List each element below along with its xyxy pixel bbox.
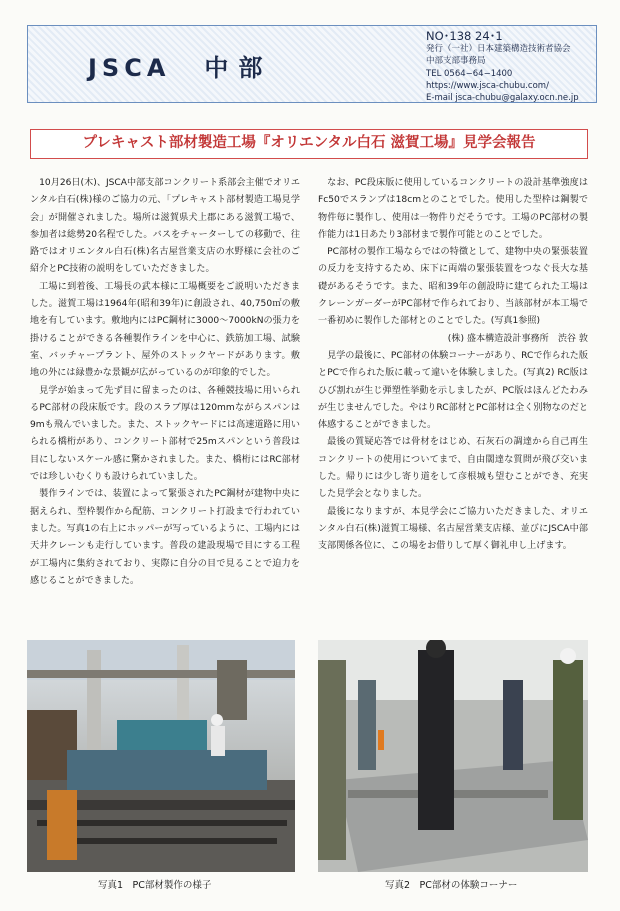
- article-title: プレキャスト部材製造工場『オリエンタル白石 滋賀工場』見学会報告: [30, 129, 588, 159]
- paragraph: なお、PC段床版に使用しているコンクリートの設計基準強度はFc50でスランプは18cmとのことでした。使用した型枠は鋼製で物件毎に製作し、使用は一物件りだそうです。工場のPC部材の製作能力は1日あたり3部材まで製作可能とのことでした。: [318, 178, 588, 240]
- photo1-caption: 写真1 PC部材製作の様子: [98, 880, 212, 891]
- paragraph: PC部材の製作工場ならではの特徴として、建物中央の緊張装置の反力を支持するため、床下に両端の緊張装置をつなぐ長大な基礎があるそうです。また、昭和39年の創設時に建てられた工場はクレーンガーダーがPC部材で作られており、当該部材が本工場で一番初めに製作した部材とのことでした。(写真1参照): [318, 247, 588, 327]
- paragraph: 見学が始まって先ず目に留まったのは、各種競技場に用いられるPC部材の段床版です。段のスラブ厚は120mmながらスパンは9mも飛んでいました。また、ストックヤードには高速道路に用いられる橋桁があり、コンクリート部材で25mスパンという普段は目にしないスケール感に驚かされました。また、橋桁にはRC部材では珍しいむくりも設けられていました。: [30, 385, 300, 483]
- paragraph: 製作ラインでは、装置によって緊張されたPC鋼材が建物中央に据えられ、型枠製作から配筋、コンクリート打設まで行われていました。写真1の右上にホッパーが写っているように、工場内には天井クレーンも走行しています。普段の建設現場で目にする工程が工場内に集約されており、実際に自分の目で見ることで迫力を感じることができました。: [30, 489, 300, 586]
- photo-pc-experience: [318, 640, 588, 872]
- telephone: TEL 0564−64−1400: [426, 68, 513, 79]
- publisher-name: 発行（一社）日本建築構造技術者協会: [426, 44, 571, 54]
- jsca-logo: [88, 48, 272, 83]
- paragraph: 10月26日(木)、JSCA中部支部コンクリート系部会主催でオリエンタル白石(株)様のご協力の元、「プレキャスト部材製造工場見学会」が開催されました。場所は滋賀県犬上郡にある滋賀工場で、参加者は総勢20名程でした。バスをチャーターしての移動で、往路ではオリエンタル白石(株)名古屋営業支店の水野様に会社のご紹介とPC技術の説明をしていただきました。: [30, 178, 300, 275]
- office-name: 中部支部事務局: [426, 56, 486, 67]
- publisher-info: [426, 29, 598, 104]
- article-column-left: [30, 175, 300, 590]
- paragraph: 最後の質疑応答では骨材をはじめ、石灰石の調達から自己再生コンクリートの使用についてまで、自由闊達な質問が飛び交いました。帰りには少し寄り道をして彦根城も望むことができ、充実した見学会となりました。: [318, 437, 588, 500]
- website-link[interactable]: https://www.jsca-chubu.com/: [426, 80, 549, 91]
- photo-factory-production: [27, 640, 295, 872]
- email-link[interactable]: E-mail jsca-chubu@galaxy.ocn.ne.jp: [426, 93, 579, 104]
- logo-region: 中部: [204, 54, 273, 82]
- logo-text: JSCA: [88, 54, 171, 82]
- author-line: (株) 盛本構造設計事務所 渋谷 敦: [447, 333, 588, 344]
- paragraph: 最後になりますが、本見学会にご協力いただきました、オリエンタル白石(株)滋賀工場様、名古屋営業支店様、並びにJSCA中部支部関係各位に、この場をお借りして厚く御礼申し上げます。: [318, 506, 588, 552]
- paragraph: 工場に到着後、工場長の武本様に工場概要をご説明いただきました。滋賀工場は1964年(昭和39年)に創設され、40,750㎡の敷地を有しています。敷地内にはPC鋼材に3000〜7000kNの張力を掛けることができる各種製作ラインを中心に、鉄筋加工場、試験室、バッチャープラント、屋外のストックヤードがあります。敷地の外には緑豊かな景観が広がっているのが印象的でした。: [30, 281, 300, 379]
- article-column-right: [318, 175, 588, 556]
- newsletter-header: [27, 25, 597, 103]
- photo2-caption: 写真2 PC部材の体験コーナー: [385, 880, 518, 891]
- paragraph: 見学の最後に、PC部材の体験コーナーがあり、RCで作られた版とPCで作られた版に載って違いを体験しました。(写真2) RC版はひび割れが生じ弾塑性挙動を示しましたが、PC版はほんどたわみが生じませんでした。やはりRC部材とPC部材は全く別物なのだと体感することができました。: [318, 350, 588, 431]
- issue-number: NO･138 24･1: [426, 29, 503, 43]
